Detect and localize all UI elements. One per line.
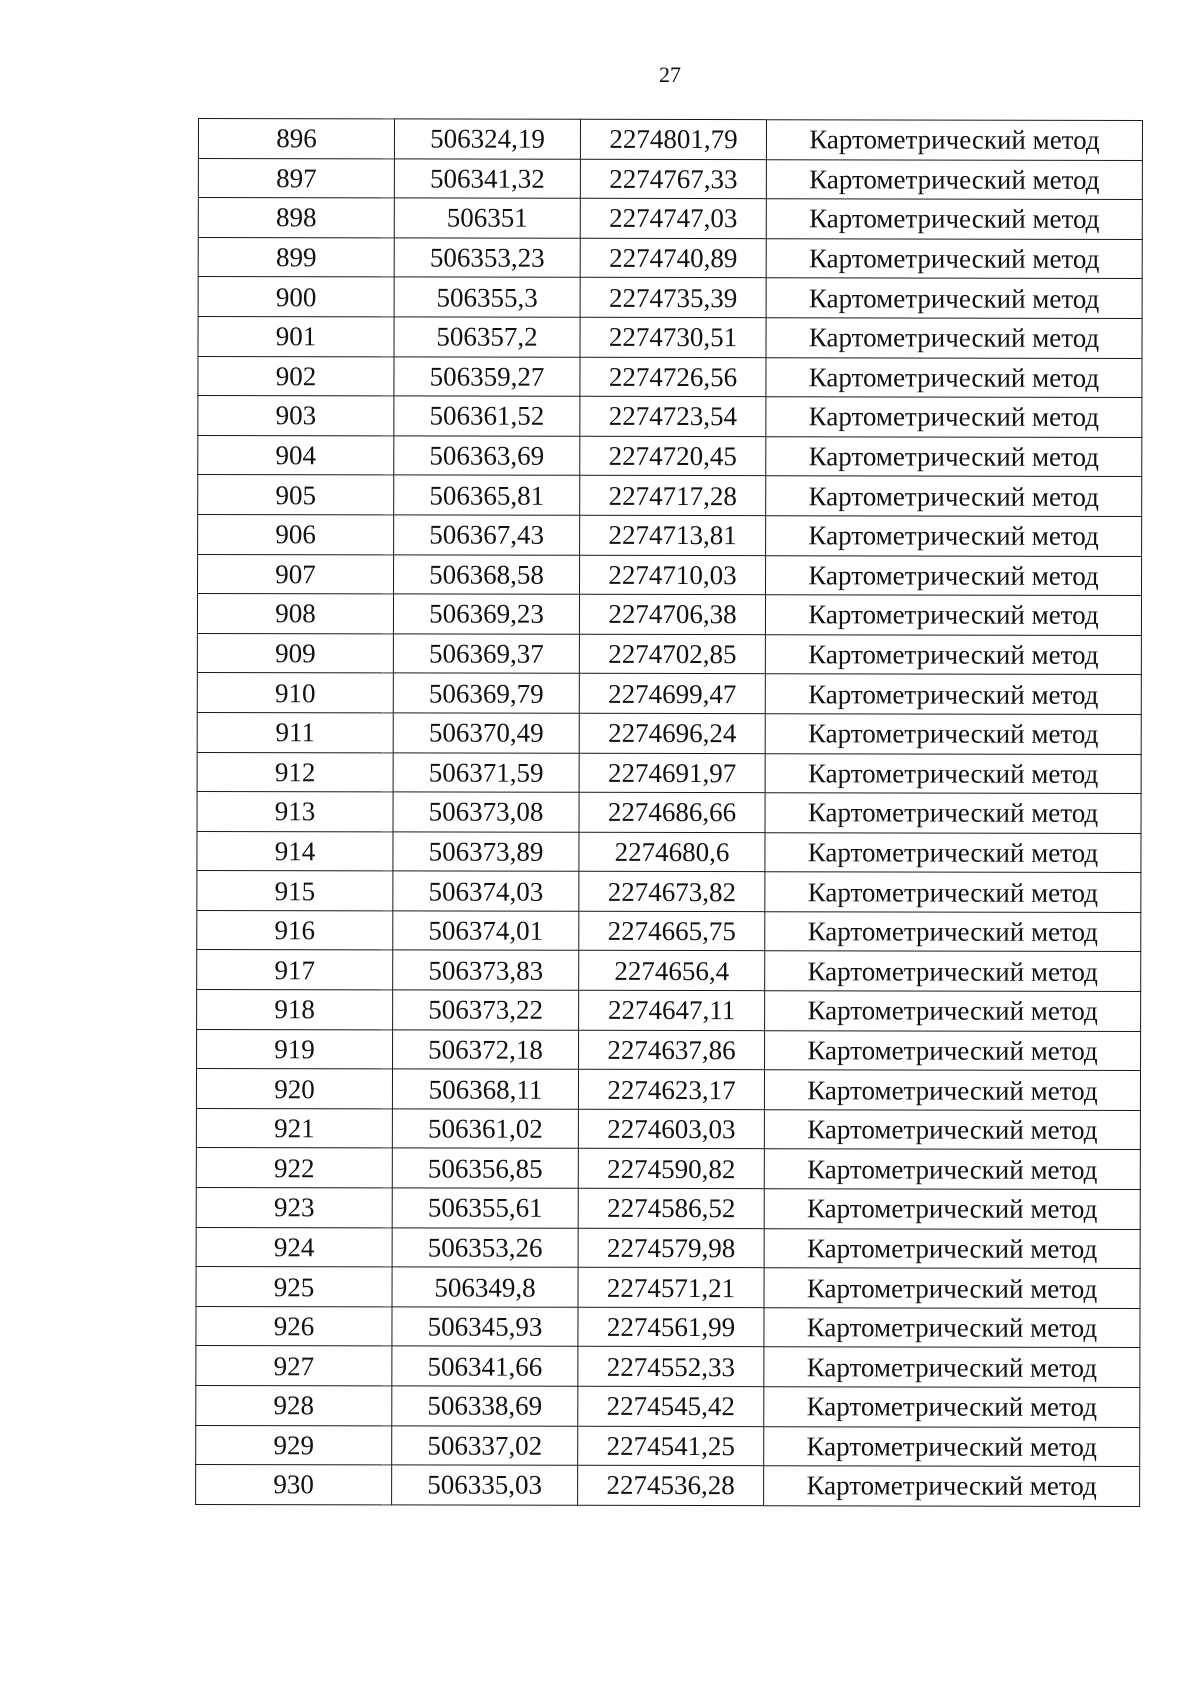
table-row: [198, 554, 1142, 596]
method-cell: Картометрический метод: [765, 951, 1141, 991]
point-number-cell: 902: [198, 356, 394, 396]
x-coordinate-cell: 506324,19: [394, 119, 580, 159]
method-cell: Картометрический метод: [765, 912, 1141, 952]
table-row: [196, 1108, 1140, 1150]
method-cell: Картометрический метод: [764, 1268, 1140, 1308]
y-coordinate-cell: 2274730,51: [580, 317, 766, 357]
y-coordinate-cell: 2274702,85: [579, 634, 765, 674]
coordinates-table-body: [196, 119, 1143, 1507]
point-number-cell: 923: [196, 1188, 392, 1228]
point-number-cell: 912: [197, 752, 393, 792]
point-number-cell: 903: [198, 396, 394, 436]
table-row: [197, 673, 1141, 715]
y-coordinate-cell: 2274603,03: [578, 1109, 764, 1149]
table-row: [198, 356, 1142, 398]
method-cell: Картометрический метод: [765, 753, 1141, 793]
method-cell: Картометрический метод: [766, 120, 1142, 160]
point-number-cell: 904: [198, 435, 394, 475]
x-coordinate-cell: 506351: [394, 198, 580, 238]
method-cell: Картометрический метод: [765, 991, 1141, 1031]
y-coordinate-cell: 2274696,24: [579, 713, 765, 753]
point-number-cell: 924: [196, 1227, 392, 1267]
table-row: [197, 633, 1141, 675]
table-row: [196, 1188, 1140, 1230]
point-number-cell: 913: [197, 792, 393, 832]
table-row: [196, 1306, 1140, 1348]
x-coordinate-cell: 506356,85: [392, 1148, 578, 1188]
table-row: [196, 1148, 1140, 1190]
point-number-cell: 925: [196, 1267, 392, 1307]
point-number-cell: 930: [196, 1465, 392, 1505]
point-number-cell: 908: [197, 594, 393, 634]
x-coordinate-cell: 506361,52: [394, 396, 580, 436]
y-coordinate-cell: 2274699,47: [579, 674, 765, 714]
x-coordinate-cell: 506365,81: [394, 475, 580, 515]
x-coordinate-cell: 506368,11: [392, 1069, 578, 1109]
point-number-cell: 914: [197, 831, 393, 871]
method-cell: Картометрический метод: [764, 1110, 1140, 1150]
table-row: [198, 119, 1142, 161]
table-row: [197, 871, 1141, 913]
y-coordinate-cell: 2274691,97: [579, 753, 765, 793]
y-coordinate-cell: 2274623,17: [578, 1070, 764, 1110]
method-cell: Картометрический метод: [766, 397, 1142, 437]
point-number-cell: 906: [198, 514, 394, 554]
method-cell: Картометрический метод: [765, 714, 1141, 754]
method-cell: Картометрический метод: [766, 436, 1142, 476]
y-coordinate-cell: 2274740,89: [580, 238, 766, 278]
point-number-cell: 909: [197, 633, 393, 673]
method-cell: Картометрический метод: [766, 357, 1142, 397]
y-coordinate-cell: 2274552,33: [578, 1347, 764, 1387]
point-number-cell: 901: [198, 316, 394, 356]
x-coordinate-cell: 506341,32: [394, 159, 580, 199]
point-number-cell: 918: [197, 990, 393, 1030]
x-coordinate-cell: 506359,27: [394, 356, 580, 396]
method-cell: Картометрический метод: [766, 159, 1142, 199]
x-coordinate-cell: 506374,03: [393, 871, 579, 911]
point-number-cell: 926: [196, 1306, 392, 1346]
x-coordinate-cell: 506341,66: [392, 1346, 578, 1386]
x-coordinate-cell: 506373,83: [393, 950, 579, 990]
table-row: [197, 910, 1141, 952]
method-cell: Картометрический метод: [764, 1149, 1140, 1189]
table-row: [198, 277, 1142, 319]
table-row: [196, 1227, 1140, 1269]
y-coordinate-cell: 2274545,42: [578, 1386, 764, 1426]
x-coordinate-cell: 506355,61: [392, 1188, 578, 1228]
table-row: [196, 1465, 1140, 1507]
table-row: [198, 514, 1142, 556]
y-coordinate-cell: 2274713,81: [580, 515, 766, 555]
y-coordinate-cell: 2274680,6: [579, 832, 765, 872]
method-cell: Картометрический метод: [766, 278, 1142, 318]
x-coordinate-cell: 506367,43: [394, 515, 580, 555]
table-row: [198, 237, 1142, 279]
method-cell: Картометрический метод: [764, 1347, 1140, 1387]
table-row: [196, 1267, 1140, 1309]
table-row: [198, 316, 1142, 358]
method-cell: Картометрический метод: [765, 595, 1141, 635]
x-coordinate-cell: 506349,8: [392, 1267, 578, 1307]
x-coordinate-cell: 506335,03: [392, 1465, 578, 1505]
point-number-cell: 900: [198, 277, 394, 317]
method-cell: Картометрический метод: [764, 1070, 1140, 1110]
method-cell: Картометрический метод: [765, 793, 1141, 833]
x-coordinate-cell: 506363,69: [394, 436, 580, 476]
method-cell: Картометрический метод: [766, 516, 1142, 556]
x-coordinate-cell: 506368,58: [394, 554, 580, 594]
table-row: [198, 396, 1142, 438]
x-coordinate-cell: 506338,69: [392, 1386, 578, 1426]
point-number-cell: 910: [197, 673, 393, 713]
x-coordinate-cell: 506353,23: [394, 238, 580, 278]
method-cell: Картометрический метод: [764, 1308, 1140, 1348]
y-coordinate-cell: 2274579,98: [578, 1228, 764, 1268]
x-coordinate-cell: 506371,59: [393, 752, 579, 792]
point-number-cell: 927: [196, 1346, 392, 1386]
method-cell: Картометрический метод: [764, 1426, 1140, 1466]
method-cell: Картометрический метод: [766, 238, 1142, 278]
table-row: [198, 475, 1142, 517]
y-coordinate-cell: 2274717,28: [580, 476, 766, 516]
y-coordinate-cell: 2274536,28: [578, 1465, 764, 1505]
table-row: [196, 1385, 1140, 1427]
table-row: [197, 831, 1141, 873]
y-coordinate-cell: 2274665,75: [579, 911, 765, 951]
y-coordinate-cell: 2274571,21: [578, 1268, 764, 1308]
y-coordinate-cell: 2274686,66: [579, 792, 765, 832]
method-cell: Картометрический метод: [766, 476, 1142, 516]
y-coordinate-cell: 2274590,82: [578, 1149, 764, 1189]
y-coordinate-cell: 2274673,82: [579, 872, 765, 912]
point-number-cell: 899: [198, 237, 394, 277]
y-coordinate-cell: 2274586,52: [578, 1188, 764, 1228]
point-number-cell: 911: [197, 712, 393, 752]
method-cell: Картометрический метод: [765, 634, 1141, 674]
x-coordinate-cell: 506369,79: [393, 673, 579, 713]
x-coordinate-cell: 506374,01: [393, 911, 579, 951]
point-number-cell: 896: [198, 119, 394, 159]
y-coordinate-cell: 2274720,45: [580, 436, 766, 476]
point-number-cell: 907: [198, 554, 394, 594]
page-number: 27: [659, 62, 681, 87]
point-number-cell: 916: [197, 910, 393, 950]
point-number-cell: 928: [196, 1385, 392, 1425]
x-coordinate-cell: 506353,26: [392, 1228, 578, 1268]
x-coordinate-cell: 506369,23: [393, 594, 579, 634]
y-coordinate-cell: 2274723,54: [580, 396, 766, 436]
method-cell: Картометрический метод: [765, 1030, 1141, 1070]
y-coordinate-cell: 2274710,03: [580, 555, 766, 595]
point-number-cell: 922: [196, 1148, 392, 1188]
y-coordinate-cell: 2274767,33: [580, 159, 766, 199]
method-cell: Картометрический метод: [764, 1387, 1140, 1427]
method-cell: Картометрический метод: [764, 1228, 1140, 1268]
x-coordinate-cell: 506373,89: [393, 832, 579, 872]
y-coordinate-cell: 2274637,86: [579, 1030, 765, 1070]
x-coordinate-cell: 506345,93: [392, 1307, 578, 1347]
point-number-cell: 898: [198, 198, 394, 238]
point-number-cell: 919: [197, 1029, 393, 1069]
x-coordinate-cell: 506372,18: [393, 1030, 579, 1070]
point-number-cell: 915: [197, 871, 393, 911]
x-coordinate-cell: 506361,02: [392, 1109, 578, 1149]
method-cell: Картометрический метод: [764, 1189, 1140, 1229]
y-coordinate-cell: 2274747,03: [580, 198, 766, 238]
table-row: [197, 950, 1141, 992]
point-number-cell: 897: [198, 158, 394, 198]
method-cell: Картометрический метод: [766, 555, 1142, 595]
y-coordinate-cell: 2274706,38: [579, 594, 765, 634]
y-coordinate-cell: 2274541,25: [578, 1426, 764, 1466]
table-row: [197, 990, 1141, 1032]
x-coordinate-cell: 506357,2: [394, 317, 580, 357]
table-row: [197, 1029, 1141, 1071]
table-row: [196, 1069, 1140, 1111]
table-row: [197, 752, 1141, 794]
x-coordinate-cell: 506373,08: [393, 792, 579, 832]
table-row: [198, 435, 1142, 477]
x-coordinate-cell: 506337,02: [392, 1426, 578, 1466]
y-coordinate-cell: 2274656,4: [579, 951, 765, 991]
point-number-cell: 905: [198, 475, 394, 515]
y-coordinate-cell: 2274726,56: [580, 357, 766, 397]
method-cell: Картометрический метод: [766, 318, 1142, 358]
y-coordinate-cell: 2274735,39: [580, 278, 766, 318]
y-coordinate-cell: 2274801,79: [580, 119, 766, 159]
table-row: [197, 712, 1141, 754]
method-cell: Картометрический метод: [765, 872, 1141, 912]
method-cell: Картометрический метод: [765, 674, 1141, 714]
x-coordinate-cell: 506355,3: [394, 277, 580, 317]
table-row: [196, 1346, 1140, 1388]
table-row: [196, 1425, 1140, 1467]
y-coordinate-cell: 2274647,11: [579, 990, 765, 1030]
x-coordinate-cell: 506370,49: [393, 713, 579, 753]
table-row: [197, 594, 1141, 636]
method-cell: Картометрический метод: [764, 1466, 1140, 1506]
x-coordinate-cell: 506369,37: [393, 634, 579, 674]
point-number-cell: 921: [196, 1108, 392, 1148]
y-coordinate-cell: 2274561,99: [578, 1307, 764, 1347]
table-row: [198, 158, 1142, 200]
point-number-cell: 917: [197, 950, 393, 990]
table-row: [198, 198, 1142, 240]
method-cell: Картометрический метод: [766, 199, 1142, 239]
table-row: [197, 792, 1141, 834]
point-number-cell: 920: [196, 1069, 392, 1109]
coordinates-table: [195, 118, 1143, 1507]
x-coordinate-cell: 506373,22: [393, 990, 579, 1030]
method-cell: Картометрический метод: [765, 832, 1141, 872]
point-number-cell: 929: [196, 1425, 392, 1465]
